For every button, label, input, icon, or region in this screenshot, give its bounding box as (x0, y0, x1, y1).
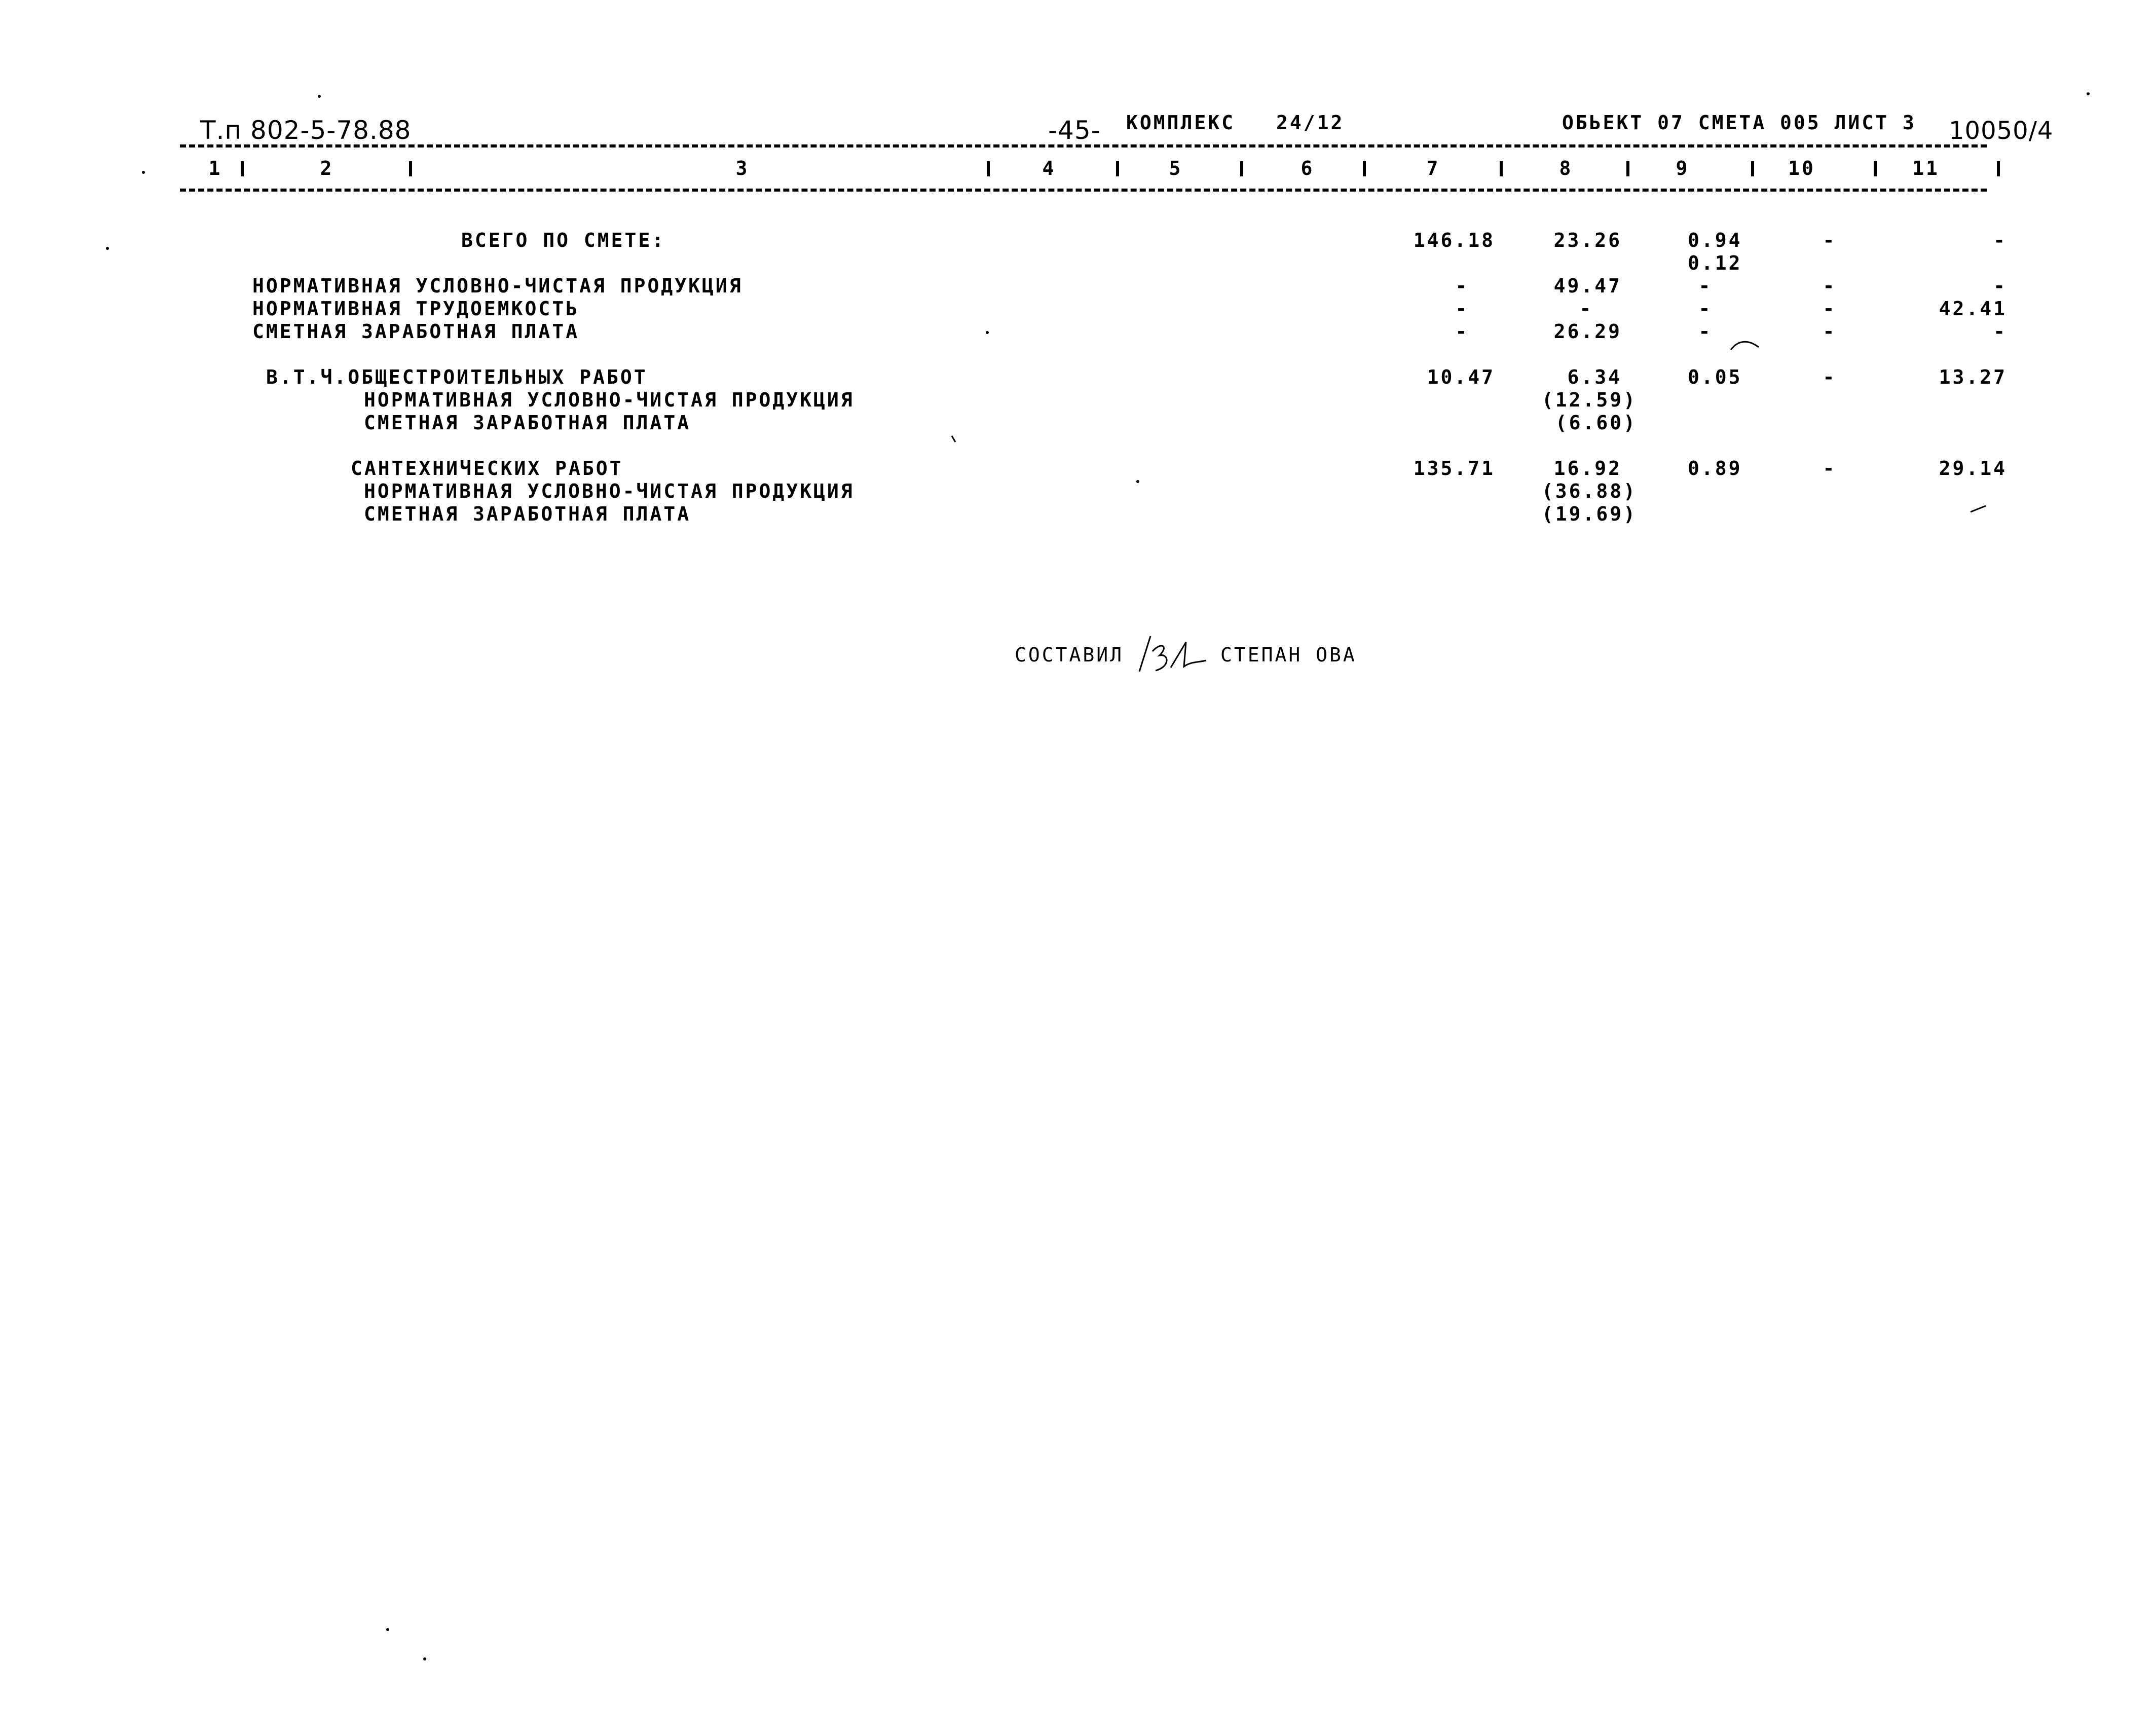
salary-col9: - (1698, 320, 1713, 343)
norm-product-col7: - (1455, 275, 1469, 297)
salary-col10: - (1823, 320, 1837, 343)
general-works-col11: 13.27 (1939, 366, 2007, 388)
sanitary-works-col8: 16.92 (1553, 457, 1622, 479)
column-number: 3 (735, 157, 750, 179)
norm-product-col11: - (1993, 275, 2007, 297)
total-label: ВСЕГО ПО СМЕТЕ: (461, 229, 666, 251)
norm-labor-col11: 42.41 (1939, 298, 2007, 320)
column-number: 7 (1426, 157, 1440, 179)
norm-labor-col9: - (1698, 298, 1713, 320)
total-col11: - (1993, 229, 2007, 251)
general-works-col7: 10.47 (1427, 366, 1495, 388)
general-works-col9: 0.05 (1688, 366, 1742, 388)
salary-col11: - (1993, 320, 2007, 343)
total-col10: - (1823, 229, 1837, 251)
compiler-name: СТЕПАН ОВА (1220, 644, 1357, 666)
norm-labor-label: НОРМАТИВНАЯ ТРУДОЕМКОСТЬ (252, 298, 580, 320)
salary-label: СМЕТНАЯ ЗАРАБОТНАЯ ПЛАТА (252, 320, 580, 343)
norm-labor-col7: - (1455, 298, 1469, 320)
general-works-col10: - (1823, 366, 1837, 388)
column-number: 4 (1042, 157, 1056, 179)
norm-product-col10: - (1823, 275, 1837, 297)
total-col9-second: 0.12 (1688, 252, 1742, 274)
norm-product-col9: - (1698, 275, 1713, 297)
inventory-number: 10050/4 (1949, 117, 2054, 145)
sanitary-works-label: САНТЕХНИЧЕСКИХ РАБОТ (351, 457, 623, 479)
norm-product-col8: 49.47 (1553, 275, 1622, 297)
norm-product-label: НОРМАТИВНАЯ УСЛОВНО-ЧИСТАЯ ПРОДУКЦИЯ (252, 275, 743, 297)
column-number: 9 (1676, 157, 1690, 179)
sanitary-norm-label: НОРМАТИВНАЯ УСЛОВНО-ЧИСТАЯ ПРОДУКЦИЯ (364, 480, 854, 502)
general-salary-col8: (6.60) (1555, 412, 1637, 434)
sanitary-works-col9: 0.89 (1688, 457, 1742, 479)
complex-number: 24/12 (1276, 112, 1345, 134)
norm-labor-col8: - (1579, 298, 1593, 320)
column-number: 6 (1301, 157, 1315, 179)
general-norm-label: НОРМАТИВНАЯ УСЛОВНО-ЧИСТАЯ ПРОДУКЦИЯ (364, 389, 854, 411)
sanitary-works-col11: 29.14 (1939, 457, 2007, 479)
column-number: 11 (1912, 157, 1940, 179)
total-col7: 146.18 (1413, 229, 1495, 251)
sanitary-salary-col8: (19.69) (1541, 503, 1637, 525)
column-number: 5 (1169, 157, 1183, 179)
column-number: 10 (1788, 157, 1815, 179)
project-code: Т.п 802-5-78.88 (200, 116, 412, 145)
page-number: -45- (1048, 116, 1101, 145)
total-col8: 23.26 (1553, 229, 1622, 251)
salary-col8: 26.29 (1553, 320, 1622, 343)
sanitary-norm-col8: (36.88) (1541, 480, 1637, 502)
salary-col7: - (1455, 320, 1469, 343)
norm-labor-col10: - (1823, 298, 1837, 320)
total-col9: 0.94 (1688, 229, 1742, 251)
general-norm-col8: (12.59) (1541, 389, 1637, 411)
compiled-by-label: СОСТАВИЛ (1015, 644, 1124, 666)
complex-label: КОМПЛЕКС (1126, 112, 1236, 134)
general-works-label: В.Т.Ч.ОБЩЕСТРОИТЕЛЬНЫХ РАБОТ (266, 366, 648, 388)
column-number: 1 (208, 157, 222, 179)
sanitary-works-col7: 135.71 (1413, 457, 1495, 479)
object-info: ОБЬЕКТ 07 СМЕТА 005 ЛИСТ 3 (1562, 112, 1916, 134)
sanitary-works-col10: - (1823, 457, 1837, 479)
column-number: 8 (1559, 157, 1573, 179)
general-salary-label: СМЕТНАЯ ЗАРАБОТНАЯ ПЛАТА (364, 412, 691, 434)
general-works-col8: 6.34 (1567, 366, 1622, 388)
sanitary-salary-label: СМЕТНАЯ ЗАРАБОТНАЯ ПЛАТА (364, 503, 691, 525)
column-number: 2 (320, 157, 334, 179)
